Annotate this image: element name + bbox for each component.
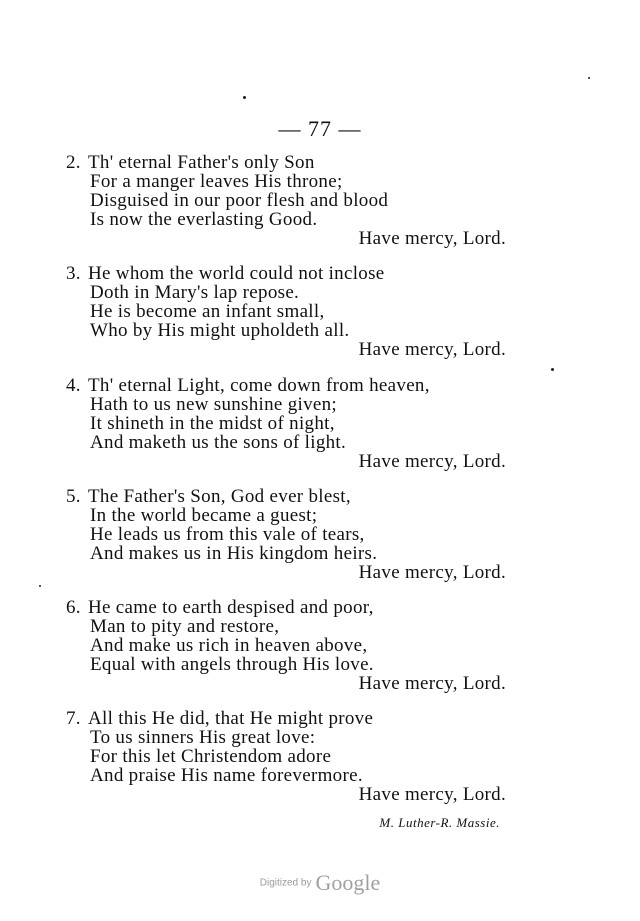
- stanza-line: To us sinners His great love:: [90, 727, 316, 748]
- stanza-3: [66, 264, 506, 359]
- stanza-number: 4.: [66, 375, 81, 396]
- refrain: Have mercy, Lord.: [358, 228, 506, 249]
- page-number: — 77 —: [278, 116, 362, 141]
- refrain: Have mercy, Lord.: [358, 784, 506, 805]
- stanza-line: Hath to us new sunshine given;: [90, 394, 338, 415]
- stanza-line: It shineth in the midst of night,: [90, 413, 335, 434]
- stanza-line: [66, 487, 506, 506]
- google-logo: Google: [315, 870, 381, 895]
- line-text: He came to earth despised and poor,: [88, 597, 374, 618]
- refrain: Have mercy, Lord.: [358, 451, 506, 472]
- stanza-7: [66, 709, 506, 804]
- stanza-line: Doth in Mary's lap repose.: [90, 282, 300, 303]
- refrain: Have mercy, Lord.: [358, 339, 506, 360]
- stanza-line: And make us rich in heaven above,: [90, 635, 368, 656]
- stanza-number: 5.: [66, 486, 81, 507]
- stanza-number: 2.: [66, 152, 81, 173]
- refrain: Have mercy, Lord.: [358, 562, 506, 583]
- hymn-attribution: M. Luther-R. Massie.: [379, 815, 500, 830]
- stanza-line: Who by His might upholdeth all.: [90, 320, 350, 341]
- stanza-line: He leads us from this vale of tears,: [90, 524, 365, 545]
- stanza-4: [66, 376, 506, 471]
- stanza-line: He is become an infant small,: [90, 301, 325, 322]
- watermark-prefix: Digitized by: [259, 877, 312, 889]
- stanza-line: [66, 153, 506, 172]
- stanza-number: 6.: [66, 597, 81, 618]
- stanza-line: For a manger leaves His throne;: [90, 171, 343, 192]
- line-text: All this He did, that He might prove: [88, 708, 374, 729]
- stanza-line: In the world became a guest;: [90, 505, 318, 526]
- stanza-line: [66, 709, 506, 728]
- stanza-line: And praise His name forevermore.: [90, 765, 363, 786]
- stanza-6: [66, 598, 506, 693]
- line-text: He whom the world could not inclose: [88, 263, 385, 284]
- stanza-line: Equal with angels through His love.: [90, 654, 374, 675]
- stanza-line: [66, 264, 506, 283]
- stanza-5: [66, 487, 506, 582]
- stanza-2: [66, 153, 506, 248]
- stanza-number: 3.: [66, 263, 81, 284]
- stanza-number: 7.: [66, 708, 81, 729]
- stanza-line: And maketh us the sons of light.: [90, 432, 347, 453]
- scan-speck: [551, 368, 554, 371]
- line-text: Th' eternal Light, come down from heaven,: [88, 375, 430, 396]
- scan-speck: [588, 77, 590, 79]
- stanza-line: [66, 376, 506, 395]
- stanza-line: Disguised in our poor flesh and blood: [90, 190, 389, 211]
- digitized-watermark: [0, 870, 640, 896]
- line-text: Th' eternal Father's only Son: [88, 152, 315, 173]
- stanza-line: And makes us in His kingdom heirs.: [90, 543, 378, 564]
- scan-speck: [39, 585, 41, 587]
- refrain: Have mercy, Lord.: [358, 673, 506, 694]
- stanza-line: Man to pity and restore,: [90, 616, 280, 637]
- stanza-line: For this let Christendom adore: [90, 746, 332, 767]
- line-text: The Father's Son, God ever blest,: [88, 486, 351, 507]
- stanza-line: Is now the everlasting Good.: [90, 209, 318, 230]
- stanza-line: [66, 598, 506, 617]
- scan-speck: [243, 96, 246, 99]
